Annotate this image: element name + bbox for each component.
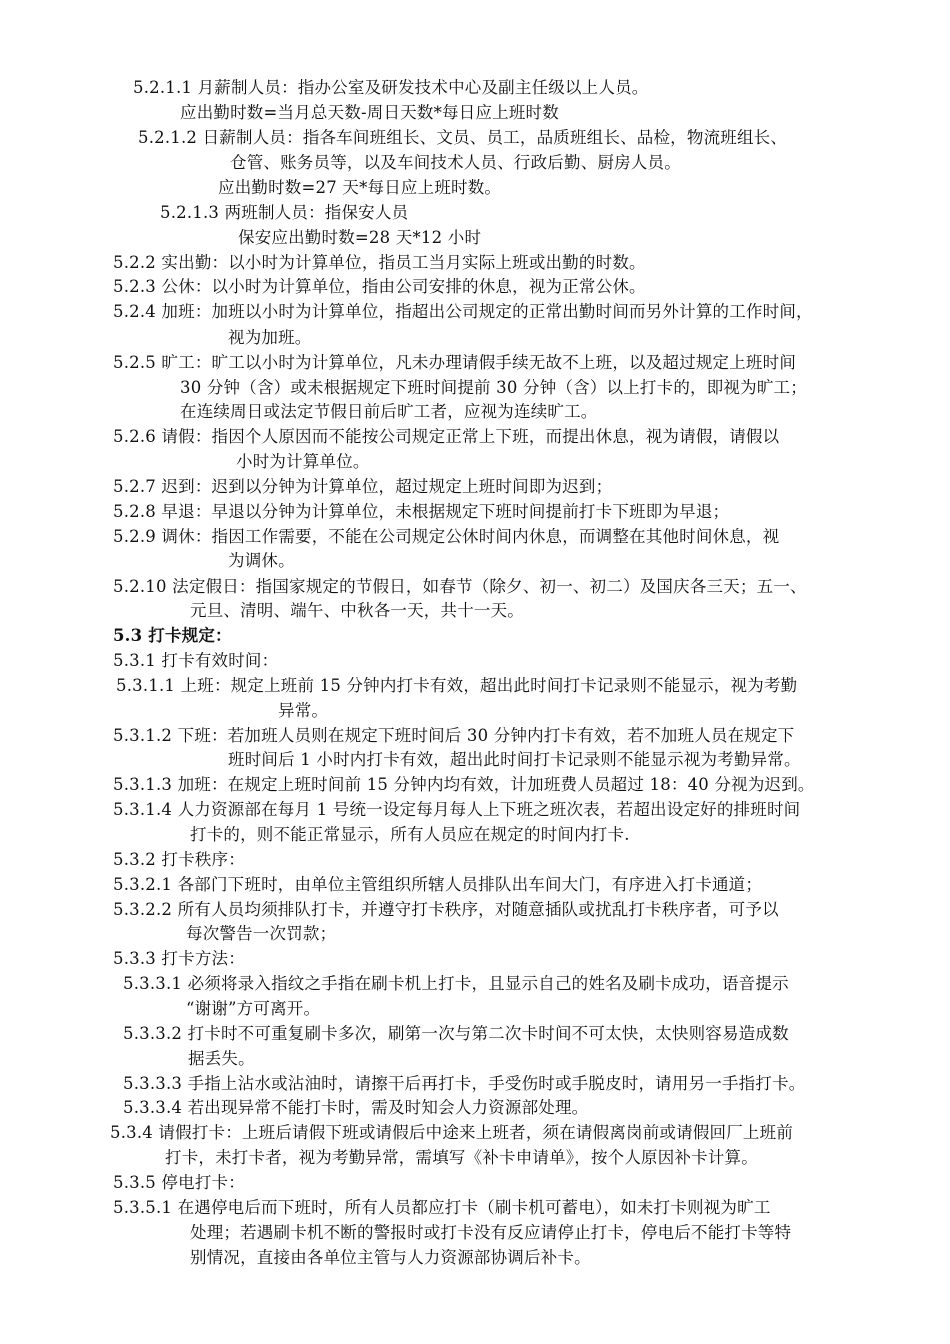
text-line: 别情况，直接由各单位主管与人力资源部协调后补卡。 xyxy=(190,1248,591,1267)
text-line: 30 分钟（含）或未根据规定下班时间提前 30 分钟（含）以上打卡的，即视为旷工； xyxy=(180,378,807,397)
text-line: 5.3.4 请假打卡：上班后请假下班或请假后中途来上班者，须在请假离岗前或请假回厂上班前 xyxy=(110,1123,794,1142)
text-line: 5.3.2.1 各部门下班时，由单位主管组织所辖人员排队出车间大门，有序进入打卡通道； xyxy=(113,875,763,894)
text-line: 视为加班。 xyxy=(228,328,312,347)
section-heading: 5.3 打卡规定： xyxy=(113,626,232,645)
text-line: 5.3.5.1 在遇停电后而下班时，所有人员都应打卡（刷卡机可蓄电），如未打卡则视为旷工 xyxy=(113,1198,771,1217)
text-line: 异常。 xyxy=(278,701,329,720)
text-line: 应出勤时数=27 天*每日应上班时数。 xyxy=(218,178,502,197)
text-line: 5.2.6 请假：指因个人原因而不能按公司规定正常上下班，而提出休息，视为请假，请假以 xyxy=(113,427,780,446)
text-line: 5.3.2 打卡秩序： xyxy=(113,850,245,869)
text-line: 5.3.1.3 加班：在规定上班时间前 15 分钟内均有效，计加班费人员超过 18：40 分视为迟到。 xyxy=(113,775,815,794)
text-line: 在连续周日或法定节假日前后旷工者，应视为连续旷工。 xyxy=(180,402,598,421)
text-line: 5.2.1.2 日薪制人员：指各车间班组长、文员、员工，品质班组长、品检，物流班组长、 xyxy=(138,128,788,147)
text-line: 5.3.5 停电打卡： xyxy=(113,1173,245,1192)
text-line: 5.2.1.1 月薪制人员：指办公室及研发技术中心及副主任级以上人员。 xyxy=(133,78,649,97)
text-line: 5.3.3 打卡方法： xyxy=(113,949,245,968)
text-line: 5.2.10 法定假日：指国家规定的节假日，如春节（除夕、初一、初二）及国庆各三天；五一、 xyxy=(113,577,807,596)
text-line: 5.2.8 早退：早退以分钟为计算单位，未根据规定下班时间提前打卡下班即为早退； xyxy=(113,502,730,521)
text-line: 5.3.3.4 若出现异常不能打卡时，需及时知会人力资源部处理。 xyxy=(123,1098,589,1117)
text-line: 小时为计算单位。 xyxy=(236,452,370,471)
text-line: 5.3.2.2 所有人员均须排队打卡，并遵守打卡秩序，对随意插队或扰乱打卡秩序者，可予以 xyxy=(113,900,779,919)
text-line: 5.2.3 公休：以小时为计算单位，指由公司安排的休息，视为正常公休。 xyxy=(113,277,646,296)
text-line: 班时间后 1 小时内打卡有效，超出此时间打卡记录则不能显示视为考勤异常。 xyxy=(228,750,801,769)
text-line: 5.2.9 调休：指因工作需要，不能在公司规定公休时间内休息，而调整在其他时间休息，视 xyxy=(113,527,780,546)
text-line: 元旦、清明、端午、中秋各一天，共十一天。 xyxy=(190,601,524,620)
text-line: 5.3.1.4 人力资源部在每月 1 号统一设定每月每人上下班之班次表，若超出设定好的排班时间 xyxy=(113,800,801,819)
text-line: 每次警告一次罚款； xyxy=(186,924,337,943)
text-line: 5.3.1 打卡有效时间： xyxy=(113,651,279,670)
text-line: 5.3.1.1 上班：规定上班前 15 分钟内打卡有效，超出此时间打卡记录则不能显示，视为考勤 xyxy=(116,676,798,695)
text-line: 为调休。 xyxy=(228,551,295,570)
text-line: 5.2.1.3 两班制人员：指保安人员 xyxy=(160,203,409,222)
text-line: 5.2.7 迟到：迟到以分钟为计算单位，超过规定上班时间即为迟到； xyxy=(113,477,613,496)
text-line: 据丢失。 xyxy=(188,1049,255,1068)
text-line: 仓管、账务员等，以及车间技术人员、行政后勤、厨房人员。 xyxy=(230,153,681,172)
text-line: 5.3.3.1 必须将录入指纹之手指在刷卡机上打卡，且显示自己的姓名及刷卡成功，语音提示 xyxy=(123,974,789,993)
text-line: 5.3.3.3 手指上沾水或沾油时，请擦干后再打卡，手受伤时或手脱皮时，请用另一手指打卡。 xyxy=(123,1074,806,1093)
text-line: 处理；若遇刷卡机不断的警报时或打卡没有反应请停止打卡，停电后不能打卡等特 xyxy=(190,1223,792,1242)
text-line: 5.2.5 旷工：旷工以小时为计算单位，凡未办理请假手续无故不上班，以及超过规定上班时间 xyxy=(113,353,797,372)
text-line: 应出勤时数=当月总天数-周日天数*每日应上班时数 xyxy=(180,103,559,122)
text-line: 打卡，未打卡者，视为考勤异常，需填写《补卡申请单》，按个人原因补卡计算。 xyxy=(165,1148,758,1167)
text-line: 保安应出勤时数=28 天*12 小时 xyxy=(238,228,482,247)
text-line: 5.2.4 加班：加班以小时为计算单位，指超出公司规定的正常出勤时间而另外计算的工作时间， xyxy=(113,302,813,321)
text-line: 5.3.3.2 打卡时不可重复刷卡多次，刷第一次与第二次卡时间不可太快，太快则容易造成数 xyxy=(123,1024,789,1043)
text-line: 打卡的，则不能正常显示，所有人员应在规定的时间内打卡. xyxy=(190,825,630,844)
text-line: “谢谢”方可离开。 xyxy=(186,999,321,1018)
text-line: 5.2.2 实出勤：以小时为计算单位，指员工当月实际上班或出勤的时数。 xyxy=(113,253,646,272)
text-line: 5.3.1.2 下班：若加班人员则在规定下班时间后 30 分钟内打卡有效，若不加班人员在规定下 xyxy=(113,726,795,745)
